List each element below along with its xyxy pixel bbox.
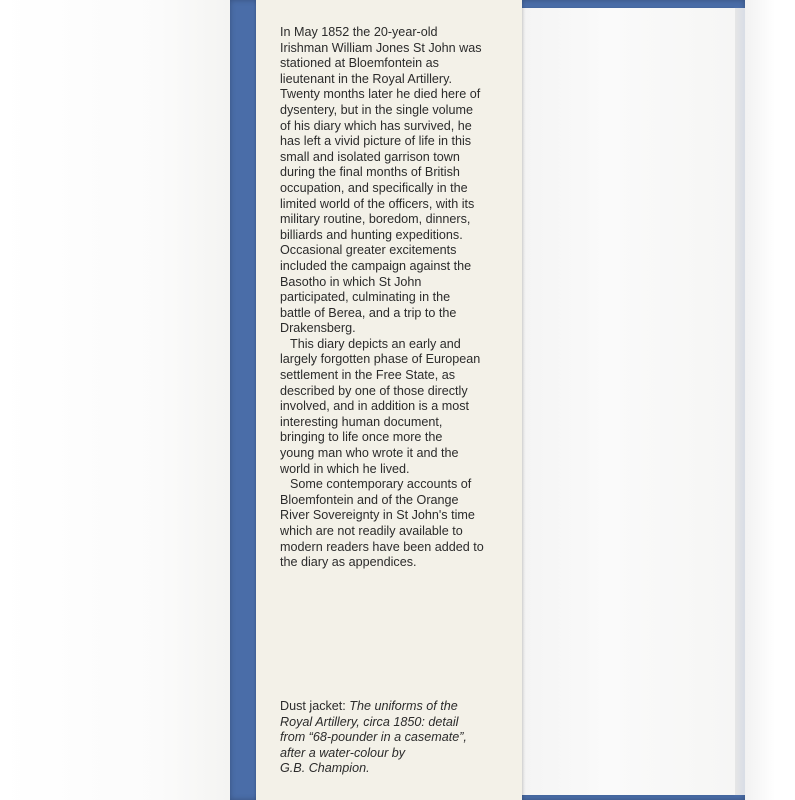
blurb-line: of his diary which has survived, he xyxy=(280,118,472,133)
credit-line: Royal Artillery, circa 1850: detail xyxy=(280,714,459,729)
blurb-line: Bloemfontein and of the Orange xyxy=(280,492,459,507)
blurb-line: described by one of those directly xyxy=(280,383,468,398)
blurb-line: largely forgotten phase of European xyxy=(280,352,481,367)
blurb-line: billiards and hunting expeditions. xyxy=(280,227,463,242)
book-endpaper xyxy=(522,8,735,795)
blurb-line: during the final months of British xyxy=(280,165,460,180)
blurb-line: military routine, boredom, dinners, xyxy=(280,212,471,227)
credit-line: G.B. Champion. xyxy=(280,761,370,776)
blurb-line: small and isolated garrison town xyxy=(280,149,460,164)
dust-jacket-flap xyxy=(256,0,522,800)
jacket-illustration-credit xyxy=(280,699,510,777)
blurb-line: participated, culminating in the xyxy=(280,290,451,305)
blurb-line: Drakensberg. xyxy=(280,321,356,336)
blurb-line: Twenty months later he died here of xyxy=(280,87,481,102)
page-edge xyxy=(735,8,745,795)
blurb-line: In May 1852 the 20-year-old xyxy=(280,25,438,39)
blurb-line: battle of Berea, and a trip to the xyxy=(280,305,457,320)
blurb-line: lieutenant in the Royal Artillery. xyxy=(280,71,452,86)
blurb-paragraph-1 xyxy=(280,25,510,337)
credit-label: Dust jacket: xyxy=(280,699,350,713)
blurb-line: interesting human document, xyxy=(280,414,443,429)
blurb-line: Some contemporary accounts of xyxy=(290,477,472,492)
blurb-line: young man who wrote it and the xyxy=(280,446,459,461)
credit-line: after a water-colour by xyxy=(280,745,406,760)
blurb-line: occupation, and specifically in the xyxy=(280,180,468,195)
blurb-line: the diary as appendices. xyxy=(280,555,417,570)
credit-line: The uniforms of the xyxy=(349,699,458,713)
flap-blurb-text xyxy=(280,25,510,571)
blurb-line: which are not readily available to xyxy=(280,524,463,538)
blurb-line: River Sovereignty in St John's time xyxy=(280,508,475,523)
blurb-line: has left a vivid picture of life in this xyxy=(280,134,472,149)
blurb-line: Occasional greater excitements xyxy=(280,243,457,258)
blurb-line: world in which he lived. xyxy=(280,461,410,476)
blurb-paragraph-3 xyxy=(280,477,510,571)
scanner-background-right xyxy=(745,0,795,800)
blurb-line: dysentery, but in the single volume xyxy=(280,102,473,117)
blurb-line: involved, and in addition is a most xyxy=(280,399,470,414)
blurb-line: bringing to life once more the xyxy=(280,430,443,445)
blurb-line: limited world of the officers, with its xyxy=(280,196,475,211)
blurb-line: modern readers have been added to xyxy=(280,539,484,554)
blurb-line: included the campaign against the xyxy=(280,258,472,273)
blurb-line: settlement in the Free State, as xyxy=(280,368,456,383)
blurb-line: stationed at Bloemfontein as xyxy=(280,56,439,71)
blurb-line: This diary depicts an early and xyxy=(290,336,461,351)
blurb-line: Irishman William Jones St John was xyxy=(280,40,482,55)
blurb-paragraph-2 xyxy=(280,337,510,477)
blurb-line: Basotho in which St John xyxy=(280,274,422,289)
scanner-background-left xyxy=(0,0,230,800)
credit-line: from “68-pounder in a casemate”, xyxy=(280,730,467,745)
credit-text xyxy=(280,699,510,777)
